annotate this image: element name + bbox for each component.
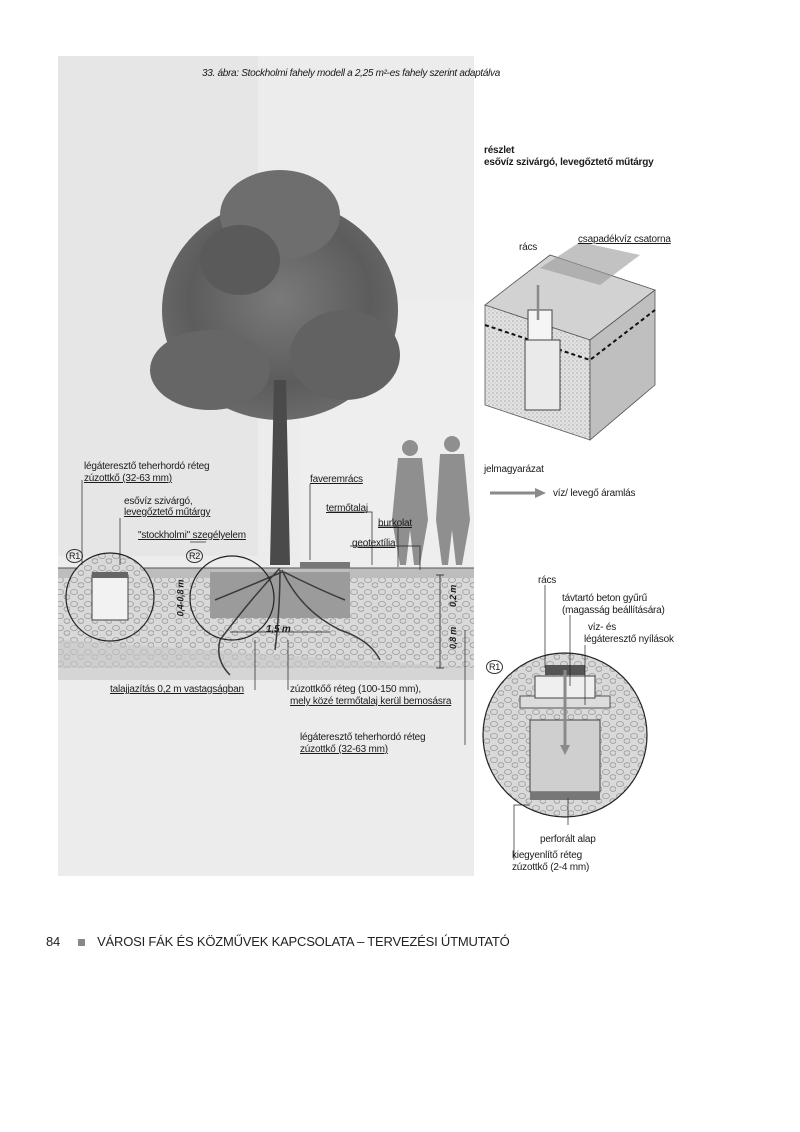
label-aerating-top-2: zúzottkő (32-63 mm) <box>84 473 172 484</box>
label-csatorna: csapadékvíz csatorna <box>578 234 671 245</box>
r1-detail-circle <box>483 653 647 817</box>
page-number: 84 <box>46 934 61 949</box>
label-leveling: kiegyenlítő réteg <box>512 850 582 861</box>
label-base: perforált alap <box>540 834 596 845</box>
label-width: 1,5 m <box>266 624 291 635</box>
label-drain-2: levegőztető műtárgy <box>124 507 211 518</box>
label-depth-total: 0,8 m <box>448 626 459 650</box>
detail-title: részlet <box>484 145 515 156</box>
label-aerating-bottom-2: zúzottkő (32-63 mm) <box>300 744 388 755</box>
label-openings-2: légáteresztő nyílások <box>584 634 674 645</box>
label-racs-top: rács <box>519 242 538 253</box>
label-r1-detail: R1 <box>486 660 503 674</box>
label-aerating-top: légáteresztő teherhordó réteg <box>84 461 210 472</box>
label-r1-main: R1 <box>66 549 83 563</box>
book-title: VÁROSI FÁK ÉS KÖZMŰVEK KAPCSOLATA – TERVEZÉSI ÚTMUTATÓ <box>97 934 510 949</box>
label-openings: víz- és <box>588 622 617 633</box>
page-footer <box>46 934 510 949</box>
label-depth-paving: 0,2 m <box>448 584 459 608</box>
label-grate: faveremrács <box>310 474 363 485</box>
label-ring: távtartó beton gyűrű <box>562 593 647 604</box>
label-edging: "stockholmi" szegélyelem <box>138 530 246 541</box>
legend-arrow <box>490 488 546 498</box>
legend-title: jelmagyarázat <box>484 464 544 475</box>
label-racs-detail: rács <box>538 575 557 586</box>
label-soil-replacement: talajjazítás 0,2 m vastagságban <box>110 684 244 695</box>
label-depth-pit: 0,4-0,8 m <box>175 579 186 617</box>
label-geotextile: geotextília <box>352 538 396 549</box>
legend-item: víz/ levegő áramlás <box>553 488 636 499</box>
label-topsoil: termőtalaj <box>326 503 368 514</box>
detail-cube <box>485 242 655 440</box>
label-drain: esővíz szivárgó, <box>124 496 193 507</box>
figure-caption: 33. ábra: Stockholmi fahely modell a 2,25 m²-es fahely szerint adaptálva <box>202 68 501 79</box>
label-leveling-2: zúzottkő (2-4 mm) <box>512 862 590 873</box>
label-ring-2: (magasság beállítására) <box>562 605 665 616</box>
label-gravel: zúzottkőő réteg (100-150 mm), <box>290 684 421 695</box>
label-paving: burkolat <box>378 518 412 529</box>
label-gravel-2: mely közé termőtalaj kerül bemosásra <box>290 696 452 707</box>
label-aerating-bottom: légáteresztő teherhordó réteg <box>300 732 426 743</box>
square-bullet-icon <box>78 939 85 946</box>
r1-circle-main <box>66 553 154 641</box>
label-r2-main: R2 <box>186 549 203 563</box>
detail-subtitle: esővíz szivárgó, levegőztető műtárgy <box>484 157 654 168</box>
